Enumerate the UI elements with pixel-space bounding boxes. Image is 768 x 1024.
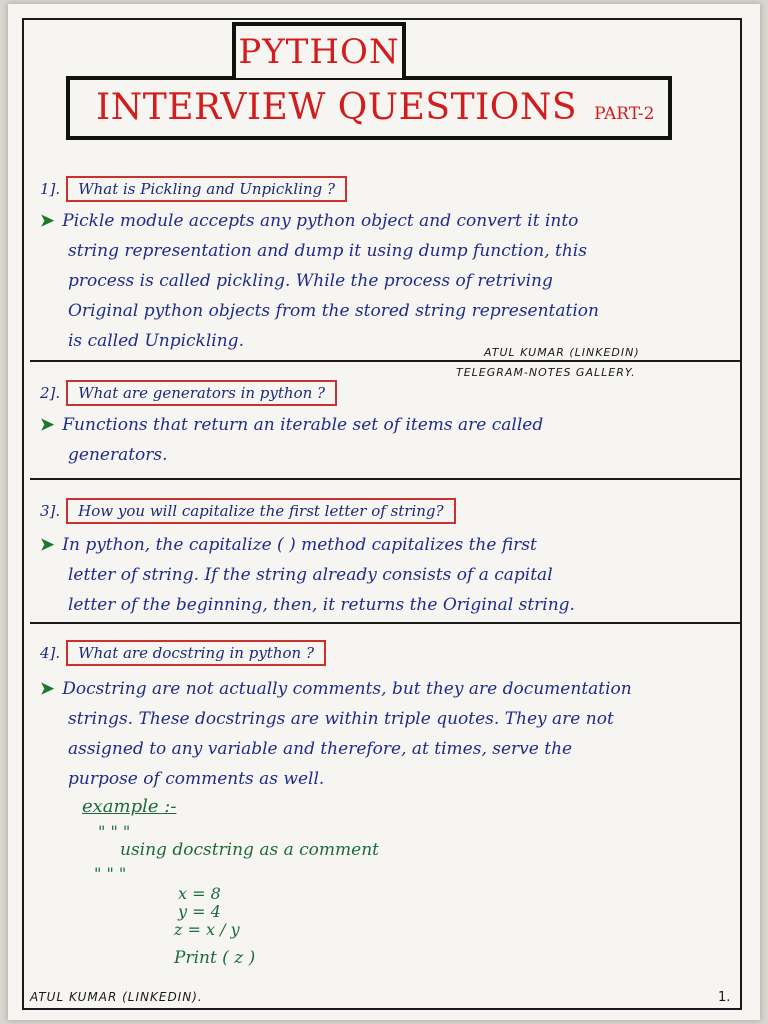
question-number: 3].	[40, 502, 61, 520]
question-3	[40, 498, 456, 524]
example-label: example :-	[82, 796, 177, 817]
title-part: PART-2	[594, 104, 655, 124]
question-text: What are docstring in python ?	[66, 640, 326, 666]
answer-line: Docstring are not actually comments, but they are documentation	[62, 679, 632, 699]
section-divider	[30, 622, 742, 624]
answer-line: is called Unpickling.	[68, 331, 244, 351]
answer-line: string representation and dump it using dump function, this	[68, 241, 587, 261]
credit-linkedin: ATUL KUMAR (LINKEDIN)	[484, 346, 640, 359]
answer-2	[40, 410, 730, 470]
question-2	[40, 380, 337, 406]
answer-4	[40, 674, 730, 794]
answer-line: Functions that return an iterable set of items are called	[62, 415, 544, 435]
question-text: What is Pickling and Unpickling ?	[66, 176, 347, 202]
question-text: How you will capitalize the first letter of string?	[66, 498, 455, 524]
question-number: 4].	[40, 644, 61, 662]
question-4	[40, 640, 326, 666]
answer-line: letter of the beginning, then, it returns the Original string.	[68, 595, 575, 615]
title-box	[66, 76, 672, 140]
answer-line: strings. These docstrings are within triple quotes. They are not	[68, 709, 614, 729]
answer-line: purpose of comments as well.	[68, 769, 325, 789]
answer-line: generators.	[68, 445, 168, 465]
arrow-icon: ➤	[40, 535, 55, 555]
arrow-icon: ➤	[40, 211, 55, 231]
answer-3	[40, 530, 730, 620]
question-number: 1].	[40, 180, 61, 198]
section-divider	[30, 360, 742, 362]
question-number: 2].	[40, 384, 61, 402]
question-text: What are generators in python ?	[66, 380, 337, 406]
question-1	[40, 176, 347, 202]
answer-line: In python, the capitalize ( ) method capitalizes the first	[62, 535, 537, 555]
page-number: 1.	[718, 990, 731, 1005]
credit-telegram: TELEGRAM-NOTES GALLERY.	[456, 366, 636, 379]
docstring-comment: using docstring as a comment	[120, 840, 379, 860]
code-line: x = 8	[178, 884, 221, 903]
answer-1	[40, 206, 730, 356]
code-line: y = 4	[178, 902, 221, 921]
answer-line: assigned to any variable and therefore, at times, serve the	[68, 739, 573, 759]
answer-line: Pickle module accepts any python object and convert it into	[62, 211, 579, 231]
code-line: Print ( z )	[174, 948, 256, 968]
section-divider	[30, 478, 742, 480]
docstring-close-quotes: " " "	[94, 864, 127, 883]
answer-line: letter of string. If the string already consists of a capital	[68, 565, 553, 585]
docstring-open-quotes: " " "	[98, 822, 131, 841]
title-main: INTERVIEW QUESTIONS	[96, 87, 577, 128]
code-line: z = x / y	[174, 920, 240, 939]
title-top-box	[232, 22, 406, 78]
arrow-icon: ➤	[40, 415, 55, 435]
answer-line: process is called pickling. While the process of retriving	[68, 271, 553, 291]
answer-line: Original python objects from the stored string representation	[68, 301, 599, 321]
title-top: PYTHON	[238, 32, 400, 72]
arrow-icon: ➤	[40, 679, 55, 699]
footer-author: ATUL KUMAR (LINKEDIN).	[30, 990, 203, 1004]
